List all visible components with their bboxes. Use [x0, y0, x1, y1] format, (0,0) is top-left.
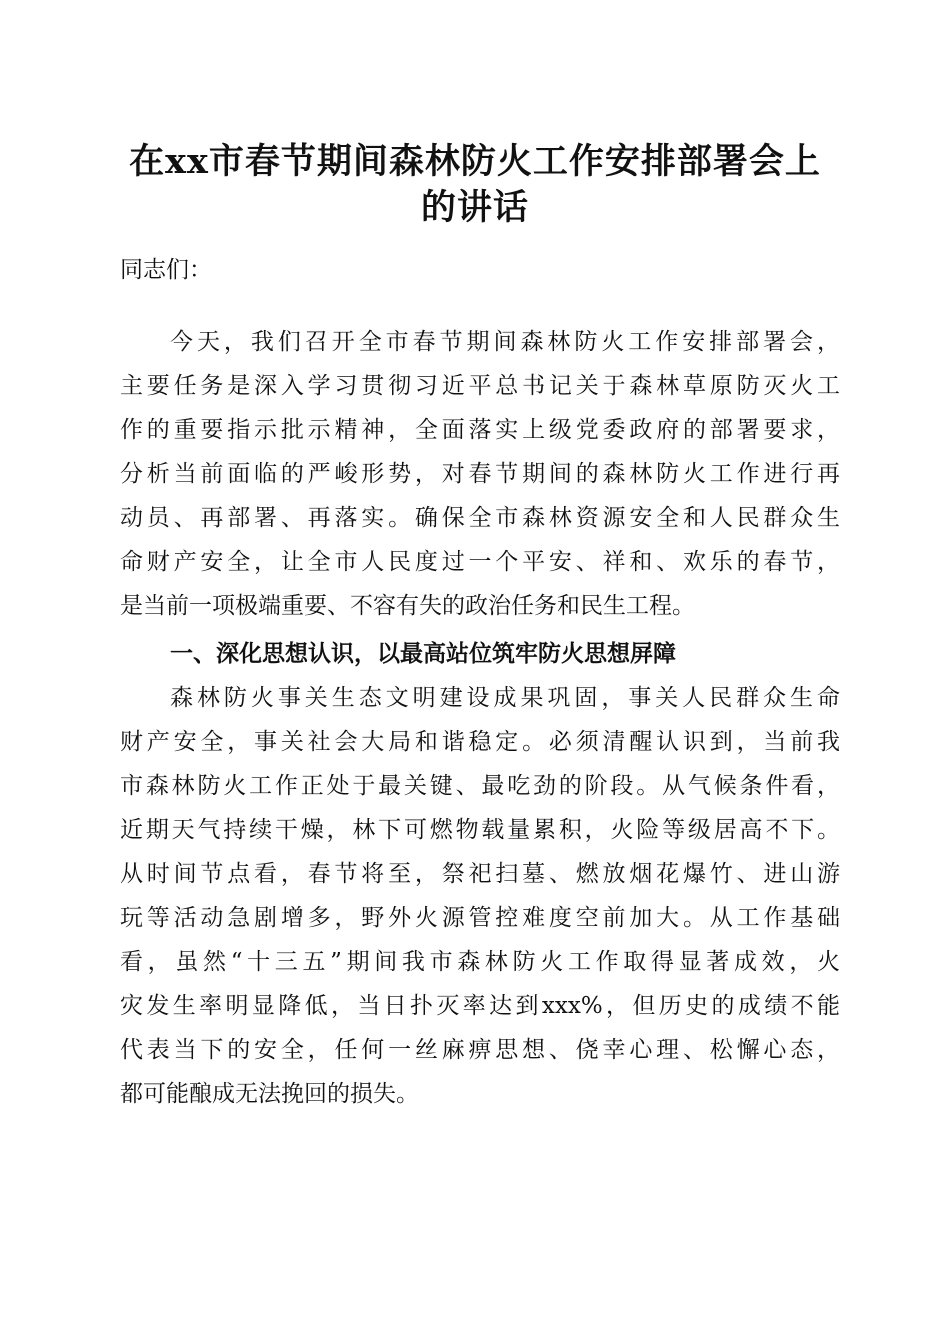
paragraph-2-line: 森林防火事关生态文明建设成果巩固，事关人民群众生命 — [170, 685, 840, 711]
salutation: 同志们： — [120, 257, 212, 283]
paragraph-2-line: 都可能酿成无法挽回的损失。 — [120, 1081, 419, 1107]
paragraph-1-line: 是当前一项极端重要、不容有失的政治任务和民生工程。 — [120, 593, 695, 619]
paragraph-2-line: 从时间节点看，春节将至，祭祀扫墓、燃放烟花爆竹、进山游 — [120, 861, 840, 887]
paragraph-2-line: 财产安全，事关社会大局和谐稳定。必须清醒认识到，当前我 — [120, 729, 840, 755]
paragraph-2-line: 市森林防火工作正处于最关键、最吃劲的阶段。从气候条件看， — [120, 773, 840, 799]
section-heading-1: 一、深化思想认识，以最高站位筑牢防火思想屏障 — [170, 641, 676, 667]
paragraph-2-line: 玩等活动急剧增多，野外火源管控难度空前加大。从工作基础 — [120, 905, 840, 931]
document-title-line-2: 的讲话 — [420, 187, 529, 228]
paragraph-1-line: 今天，我们召开全市春节期间森林防火工作安排部署会， — [170, 329, 840, 355]
paragraph-2-line: 灾发生率明显降低，当日扑灭率达到xxx%，但历史的成绩不能 — [120, 993, 840, 1019]
document-title-line-1: 在xx市春节期间森林防火工作安排部署会上 — [129, 141, 821, 182]
paragraph-2-line: 看，虽然“十三五”期间我市森林防火工作取得显著成效，火 — [120, 949, 840, 975]
paragraph-1-line: 作的重要指示批示精神，全面落实上级党委政府的部署要求， — [120, 417, 840, 443]
paragraph-1-line: 命财产安全，让全市人民度过一个平安、祥和、欢乐的春节， — [120, 549, 840, 575]
paragraph-1-line: 分析当前面临的严峻形势，对春节期间的森林防火工作进行再 — [120, 461, 840, 487]
paragraph-1-line: 主要任务是深入学习贯彻习近平总书记关于森林草原防灭火工 — [120, 373, 840, 399]
paragraph-2-line: 代表当下的安全，任何一丝麻痹思想、侥幸心理、松懈心态， — [120, 1037, 840, 1063]
paragraph-2-line: 近期天气持续干燥，林下可燃物载量累积，火险等级居高不下。 — [120, 817, 840, 843]
paragraph-1-line: 动员、再部署、再落实。确保全市森林资源安全和人民群众生 — [120, 505, 840, 531]
